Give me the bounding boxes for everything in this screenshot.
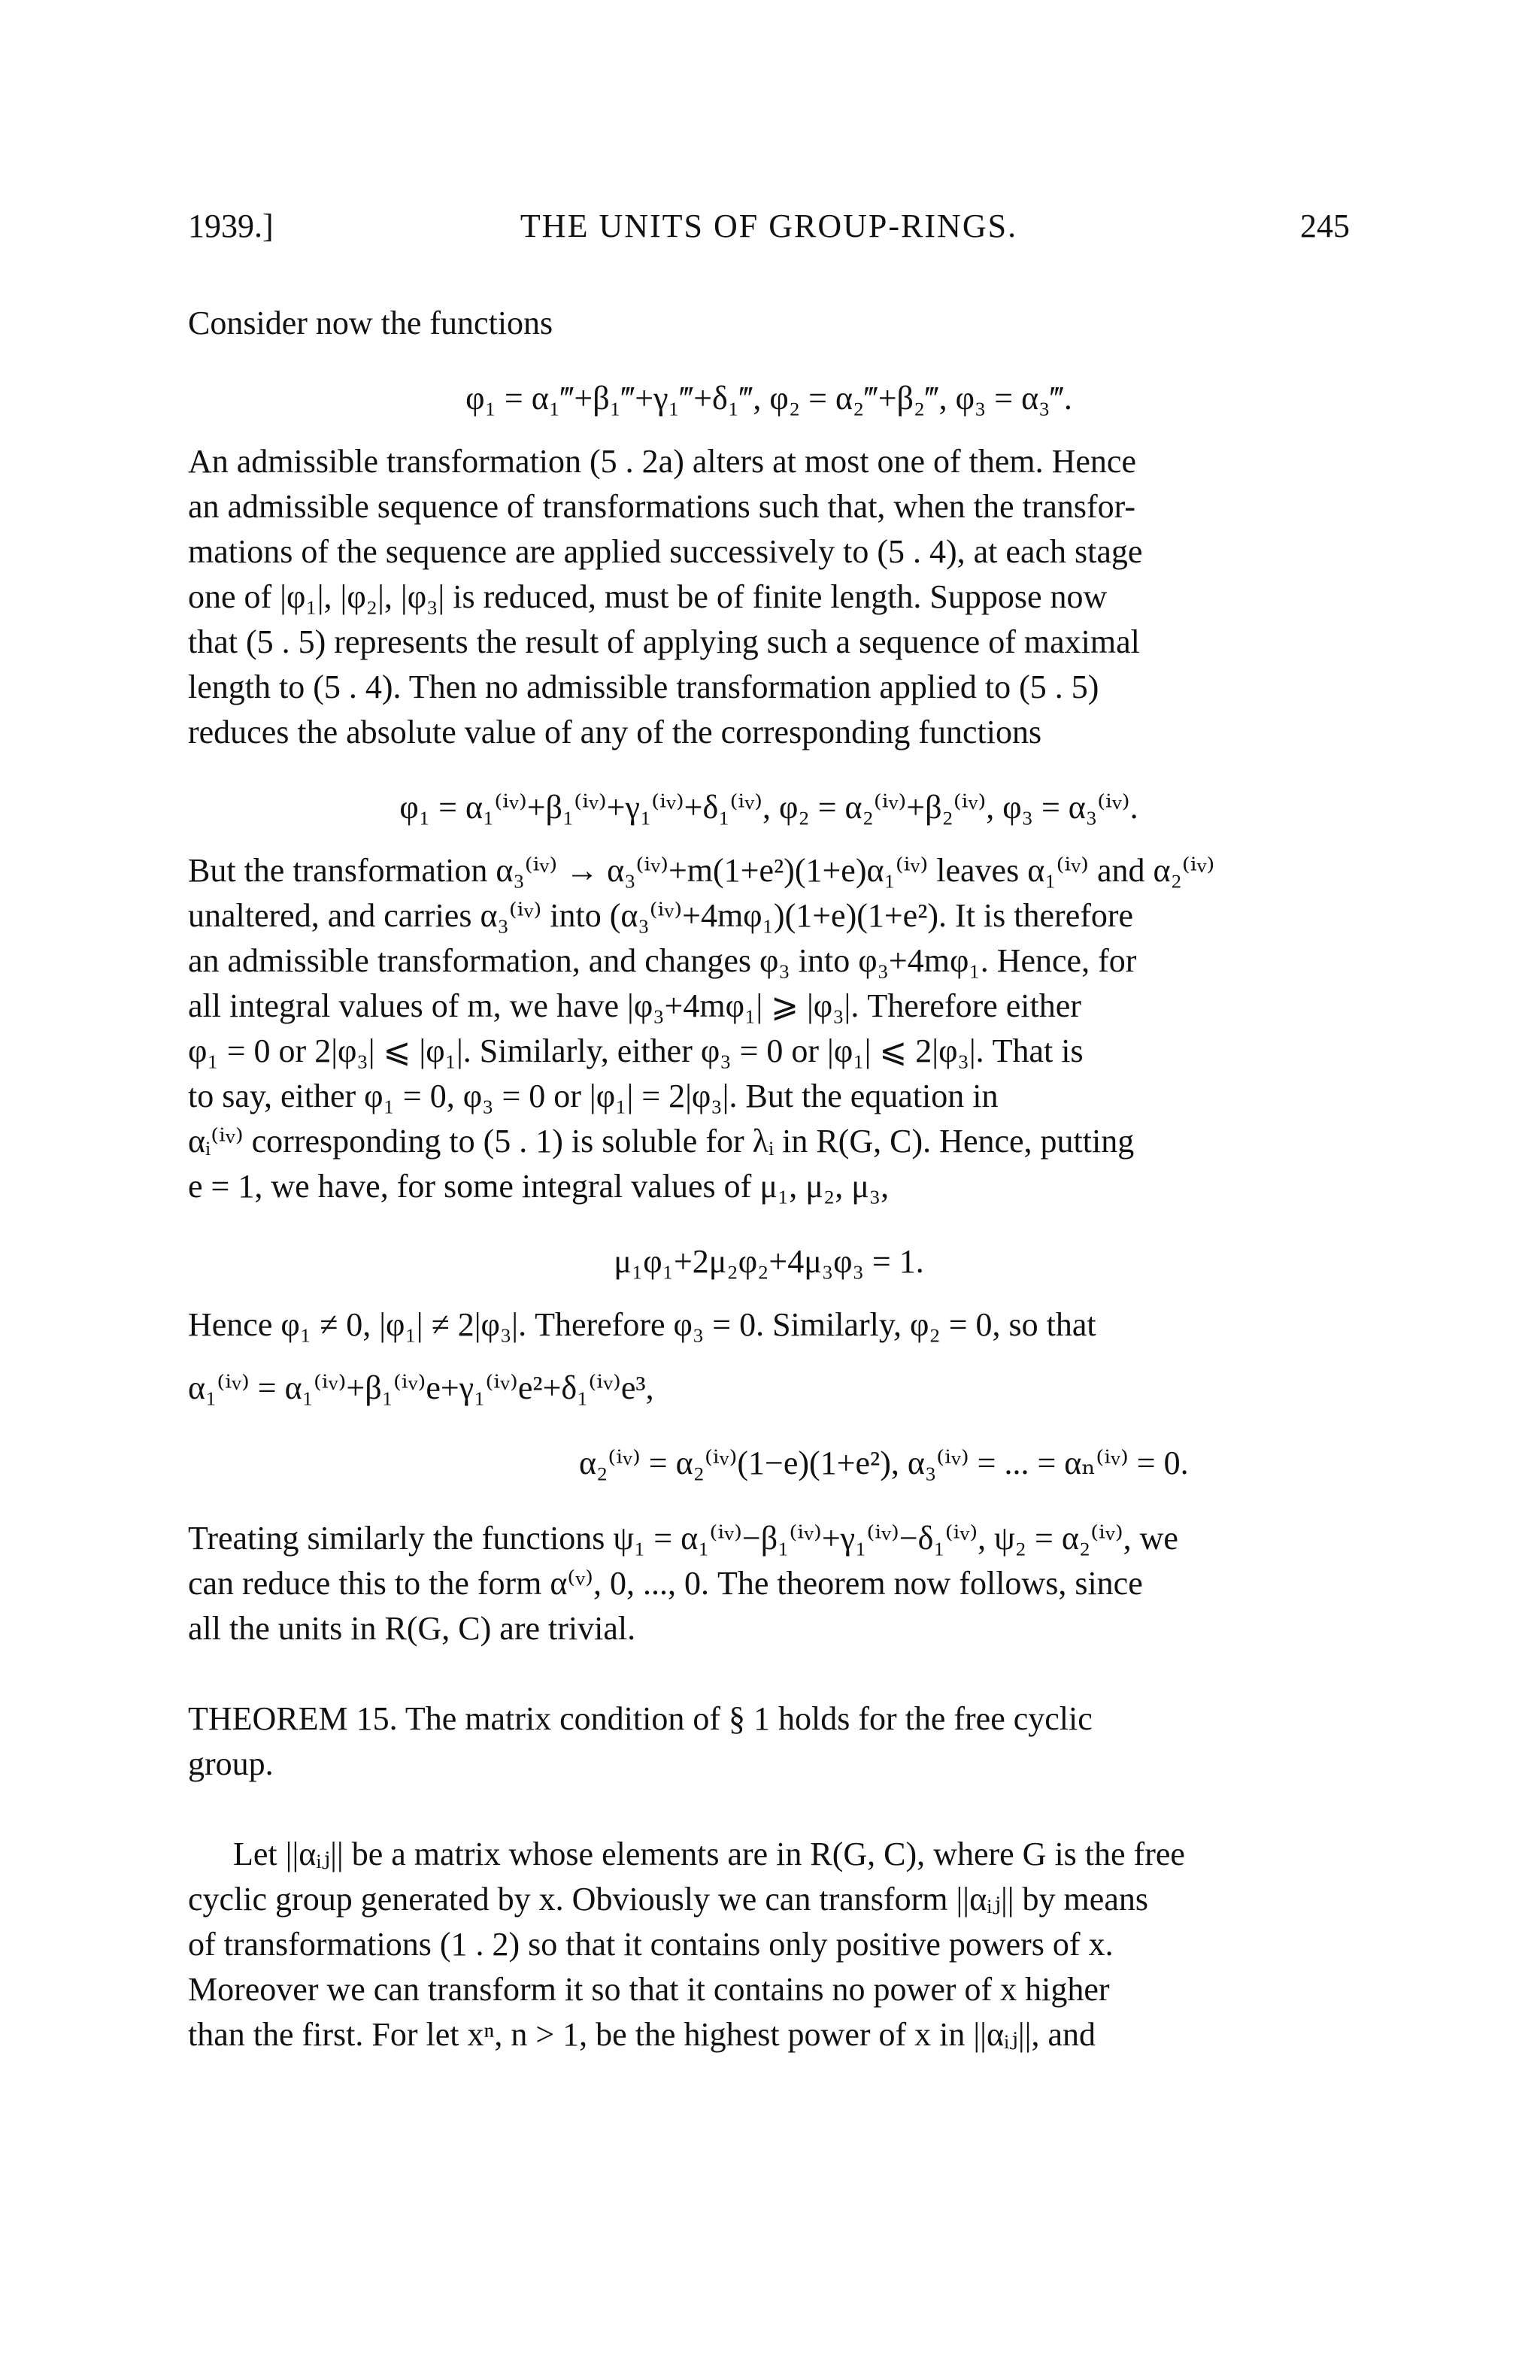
text-line: than the first. For let xⁿ, n > 1, be the highest power of x in ||αᵢⱼ||, and: [188, 2016, 1096, 2053]
text-line: φ₁ = 0 or 2|φ₃| ⩽ |φ₁|. Similarly, either φ₃ = 0 or |φ₁| ⩽ 2|φ₃|. That is: [188, 1032, 1084, 1069]
text-line: can reduce this to the form α⁽ᵛ⁾, 0, ..., 0. The theorem now follows, since: [188, 1565, 1143, 1602]
page-body: [188, 301, 1350, 2057]
text-line: e = 1, we have, for some integral values of μ₁, μ₂, μ₃,: [188, 1168, 890, 1205]
text-line: one of |φ₁|, |φ₂|, |φ₃| is reduced, must be of finite length. Suppose now: [188, 578, 1108, 615]
text-line: αᵢ⁽ⁱᵛ⁾ corresponding to (5 . 1) is soluble for λᵢ in R(G, C). Hence, putting: [188, 1123, 1135, 1160]
theorem-heading-cont: group.: [188, 1745, 274, 1782]
text-line: mations of the sequence are applied successively to (5 . 4), at each stage: [188, 533, 1143, 570]
text-line: an admissible transformation, and changes φ₃ into φ₃+4mφ₁. Hence, for: [188, 942, 1137, 979]
text-line: all the units in R(G, C) are trivial.: [188, 1610, 636, 1647]
page-number: 245: [1300, 208, 1350, 244]
text-line: unaltered, and carries α₃⁽ⁱᵛ⁾ into (α₃⁽ⁱᵛ⁾+4mφ₁)(1+e)(1+e²). It is therefore: [188, 897, 1134, 934]
text-line: to say, either φ₁ = 0, φ₃ = 0 or |φ₁| = 2|φ₃|. But the equation in: [188, 1078, 999, 1114]
text-line: reduces the absolute value of any of the corresponding functions: [188, 714, 1042, 750]
text-line: an admissible sequence of transformations such that, when the transfor-: [188, 488, 1136, 525]
text-line: Treating similarly the functions ψ₁ = α₁⁽ⁱᵛ⁾−β₁⁽ⁱᵛ⁾+γ₁⁽ⁱᵛ⁾−δ₁⁽ⁱᵛ⁾, ψ₂ = α₂⁽ⁱᵛ⁾, we: [188, 1520, 1178, 1557]
text-line: Consider now the functions: [188, 305, 553, 341]
text-line: all integral values of m, we have |φ₃+4mφ₁| ⩾ |φ₃|. Therefore either: [188, 987, 1081, 1024]
running-header: [188, 207, 1350, 252]
text-line: Let ||αᵢⱼ|| be a matrix whose elements are in R(G, C), where G is the free: [233, 1836, 1185, 1872]
text-line: that (5 . 5) represents the result of applying such a sequence of maximal: [188, 623, 1140, 660]
header-title: THE UNITS OF GROUP-RINGS.: [520, 208, 1018, 244]
theorem-heading: THEOREM 15. The matrix condition of § 1 holds for the free cyclic: [188, 1700, 1093, 1737]
text-line: length to (5 . 4). Then no admissible transformation applied to (5 . 5): [188, 669, 1099, 705]
equation-phi-iv: φ₁ = α₁⁽ⁱᵛ⁾+β₁⁽ⁱᵛ⁾+γ₁⁽ⁱᵛ⁾+δ₁⁽ⁱᵛ⁾, φ₂ = α₂⁽ⁱᵛ⁾+β₂⁽ⁱᵛ⁾, φ₃ = α₃⁽ⁱᵛ⁾.: [399, 789, 1138, 826]
text-line: of transformations (1 . 2) so that it contains only positive powers of x.: [188, 1926, 1114, 1963]
text-line: But the transformation α₃⁽ⁱᵛ⁾ → α₃⁽ⁱᵛ⁾+m(1+e²)(1+e)α₁⁽ⁱᵛ⁾ leaves α₁⁽ⁱᵛ⁾ and α₂⁽ⁱᵛ⁾: [188, 852, 1215, 889]
equation-alpha2: α₂⁽ⁱᵛ⁾ = α₂⁽ⁱᵛ⁾(1−e)(1+e²), α₃⁽ⁱᵛ⁾ = ... = αₙ⁽ⁱᵛ⁾ = 0.: [579, 1445, 1189, 1481]
text-line: Moreover we can transform it so that it contains no power of x higher: [188, 1971, 1110, 2008]
equation-phi-triple: φ₁ = α₁‴+β₁‴+γ₁‴+δ₁‴, φ₂ = α₂‴+β₂‴, φ₃ = α₃‴.: [465, 380, 1072, 417]
equation-alpha1: α₁⁽ⁱᵛ⁾ = α₁⁽ⁱᵛ⁾+β₁⁽ⁱᵛ⁾e+γ₁⁽ⁱᵛ⁾e²+δ₁⁽ⁱᵛ⁾e³,: [188, 1369, 654, 1406]
header-year: 1939.]: [188, 208, 274, 244]
text-line: Hence φ₁ ≠ 0, |φ₁| ≠ 2|φ₃|. Therefore φ₃ = 0. Similarly, φ₂ = 0, so that: [188, 1306, 1096, 1343]
text-line: cyclic group generated by x. Obviously we can transform ||αᵢⱼ|| by means: [188, 1881, 1148, 1918]
text-line: An admissible transformation (5 . 2a) alters at most one of them. Hence: [188, 443, 1136, 480]
equation-mu: μ₁φ₁+2μ₂φ₂+4μ₃φ₃ = 1.: [614, 1243, 924, 1280]
